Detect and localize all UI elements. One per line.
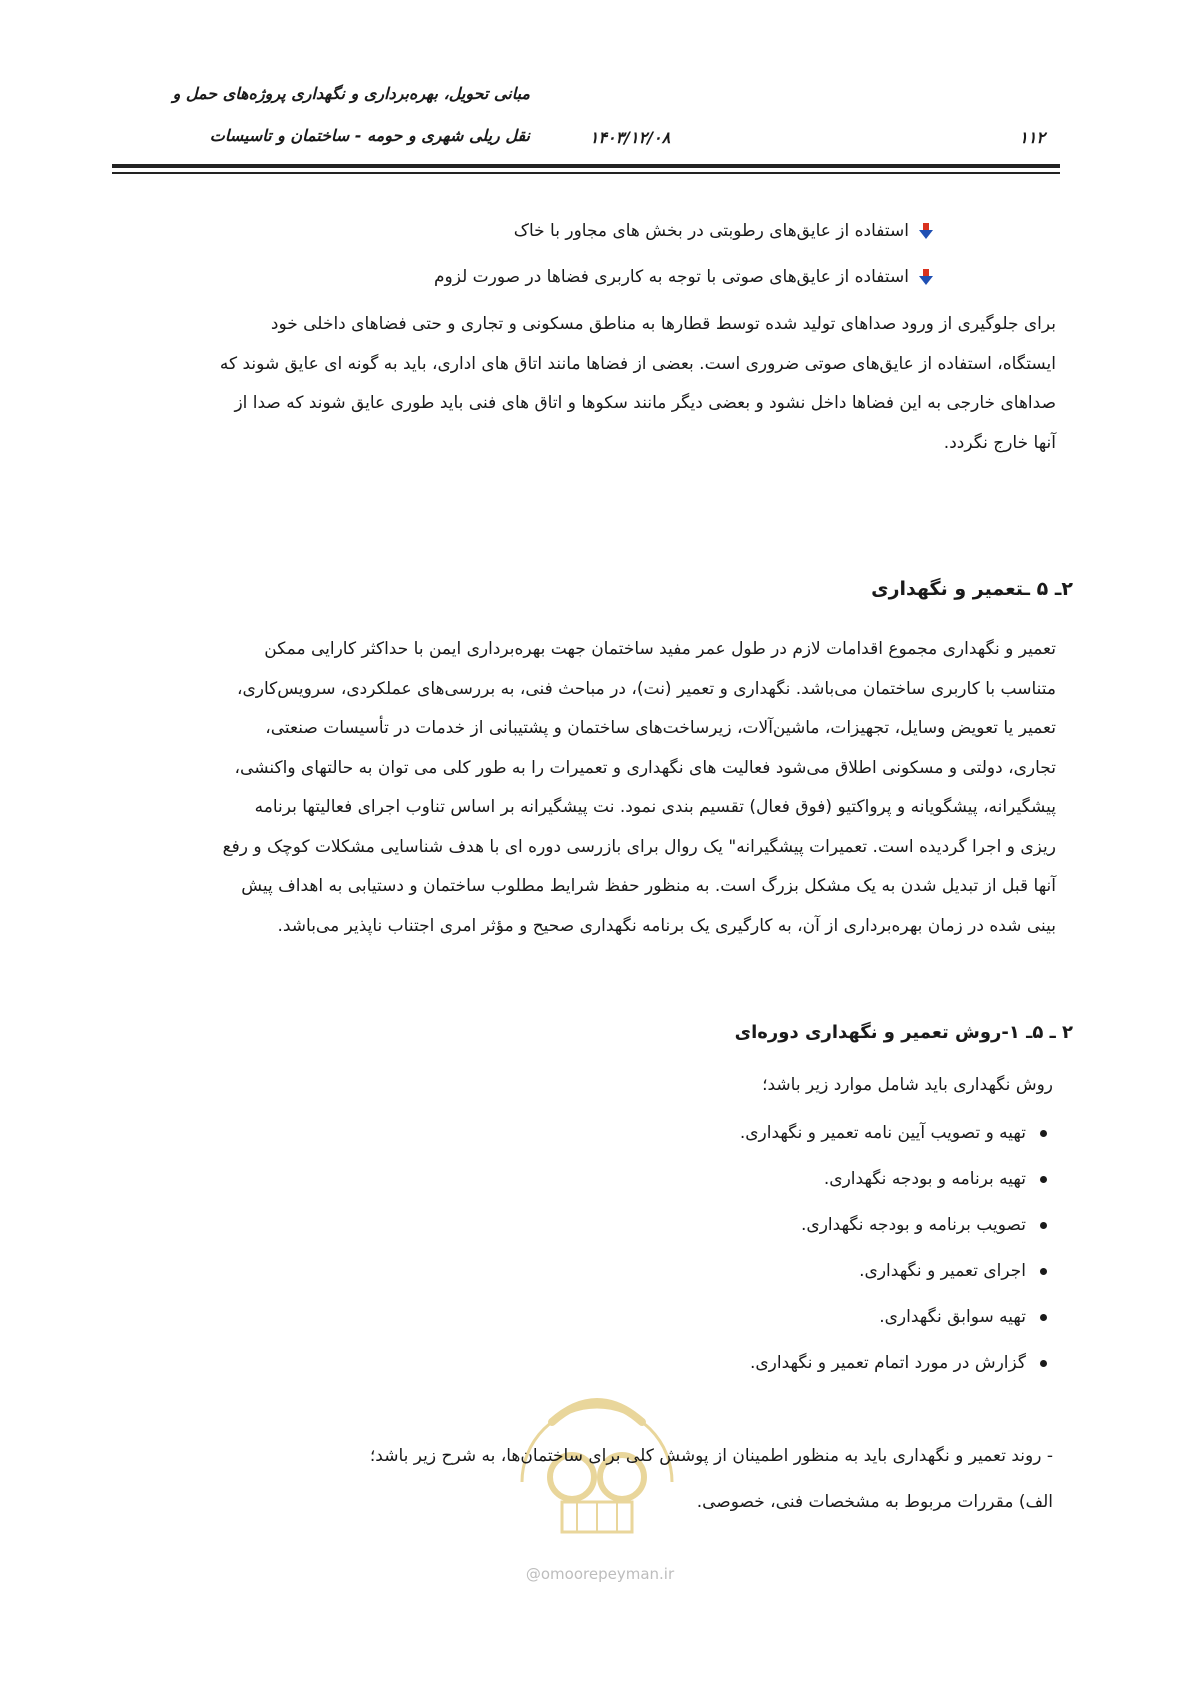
list-item-text: اجرای تعمیر و نگهداری. [859,1261,1026,1281]
item-a: الف) مقررات مربوط به مشخصات فنی، خصوصی. [696,1492,1053,1512]
watermark-url: @omoorepeyman.ir [525,1565,675,1583]
process-line: - روند تعمیر و نگهداری باید به منظور اطمینان از پوشش کلی برای ساختمان‌ها، به شرح زیر باشد؛ [369,1446,1053,1466]
paragraph-line: بینی شده در زمان بهره‌برداری از آن، به کارگیری یک برنامه نگهداری صحیح و مؤثر امری اجتناب ناپذیر می‌باشد. [277,915,1056,936]
header-date: ۱۴۰۳/۱۲/۰۸ [589,128,671,147]
paragraph-line: ریزی و اجرا گردیده است. تعمیرات پیشگیرانه" یک روال برای بازرسی دوره ای با هدف شناسایی مشکلات کوچک و رفع [222,836,1056,857]
paragraph-line: تعمیر و نگهداری مجموع اقدامات لازم در طول عمر مفید ساختمان جهت بهره‌برداری ایمن با حداکثر کارایی ممکن [264,639,1056,659]
header-title-line2: نقل ریلی شهری و حومه - ساختمان و تاسیسات [209,126,530,145]
list-item [824,1164,1051,1194]
arrow-bullet-icon [919,223,933,239]
header-rule-thin [112,172,1060,174]
arrow-bullet-item [434,262,933,292]
bullet-dot-icon [1040,1130,1047,1137]
list-item [859,1256,1051,1286]
paragraph-maintenance [114,630,1056,946]
list-item-text: تهیه برنامه و بودجه نگهداری. [823,1169,1026,1189]
subsection-heading: ۲ ـ ۵ـ ۱-روش تعمیر و نگهداری دوره‌ای [734,1022,1073,1043]
bullet-text: استفاده از عایق‌های صوتی با توجه به کاربری فضاها در صورت لزوم [433,267,909,287]
list-item-text: تصویب برنامه و بودجه نگهداری. [801,1215,1026,1235]
list-item-text: گزارش در مورد اتمام تعمیر و نگهداری. [749,1353,1026,1373]
header-rule-thick [112,164,1060,168]
intro-line: روش نگهداری باید شامل موارد زیر باشد؛ [762,1075,1053,1095]
bullet-dot-icon [1040,1360,1047,1367]
list-item-text: تهیه سوابق نگهداری. [879,1307,1026,1327]
paragraph-line: ایستگاه، استفاده از عایق‌های صوتی ضروری است. بعضی از فضاها مانند اتاق های اداری، باید به گونه ای عایق شوند که [219,353,1056,374]
paragraph-line: آنها قبل از تبدیل شدن به یک مشکل بزرگ است. به منظور حفظ شرایط مطلوب ساختمان و دستیابی به اهداف پیش [241,876,1056,896]
paragraph-line: پیشگیرانه، پیشگویانه و پرواکتیو (فوق فعال) تقسیم بندی نمود. نت پیشگیرانه بر اساس تناوب اجرای فعالیتها برنامه [254,797,1056,817]
paragraph-line: صداهای خارجی به این فضاها داخل نشود و بعضی دیگر مانند سکوها و اتاق های فنی باید طوری عایق شوند که صدا از [234,393,1056,413]
arrow-bullet-icon [919,269,933,285]
list-item [740,1118,1051,1148]
paragraph-acoustic-insulation [114,305,1056,463]
list-item-text: تهیه و تصویب آیین نامه تعمیر و نگهداری. [739,1123,1026,1143]
list-item [750,1348,1051,1378]
bullet-dot-icon [1040,1176,1047,1183]
header-title-line1: مبانی تحویل، بهره‌برداری و نگهداری پروژه‌های حمل و [172,84,530,103]
paragraph-line: برای جلوگیری از ورود صداهای تولید شده توسط قطارها به مناطق مسکونی و تجاری و حتی فضاهای داخلی خود [270,314,1056,334]
bullet-dot-icon [1040,1222,1047,1229]
list-item [801,1210,1051,1240]
bullet-dot-icon [1040,1268,1047,1275]
page-number: ۱۱۲ [1019,128,1045,147]
section-heading: ۲ـ ۵ ـتعمیر و نگهداری [871,578,1073,600]
bullet-text: استفاده از عایق‌های رطوبتی در بخش های مجاور با خاک [513,221,909,241]
paragraph-line: تعمیر یا تعویض وسایل، تجهیزات، ماشین‌آلات، زیرساخت‌های ساختمان و پشتیبانی از خدمات در تأسیسات صنعتی، [265,718,1056,738]
paragraph-line: تجاری، دولتی و مسکونی اطلاق می‌شود فعالیت های نگهداری و تعمیرات را به طور کلی می توان به حالتهای واکنشی، [234,757,1056,778]
paragraph-line: آنها خارج نگردد. [943,432,1056,453]
paragraph-line: متناسب با کاربری ساختمان می‌باشد. نگهداری و تعمیر (نت)، در مباحث فنی، به بررسی‌های عملکردی، سرویس‌کاری، [236,678,1056,699]
arrow-bullet-item [514,216,933,246]
list-item [879,1302,1051,1332]
bullet-dot-icon [1040,1314,1047,1321]
